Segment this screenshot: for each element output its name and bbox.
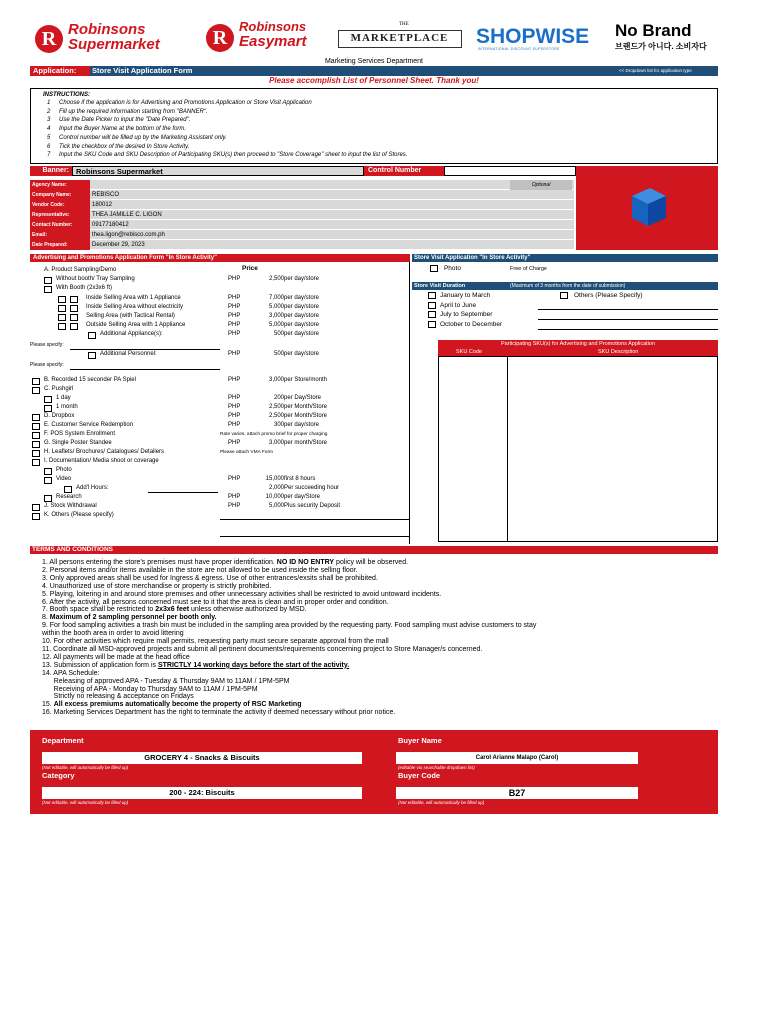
ap-item-unit: per Month/Store <box>284 404 328 410</box>
instruction-text: Tick the checkbox of the desired In Store Activity. <box>59 143 190 150</box>
field-input[interactable]: 180012 <box>90 200 574 210</box>
free-of-charge: Free of Charge <box>510 266 547 272</box>
instruction-item <box>47 117 190 123</box>
sku-title: Participating SKU(s) for Advertising and Promotions Application <box>438 340 718 348</box>
terms-line <box>42 599 712 607</box>
photo-checkbox[interactable] <box>430 265 438 272</box>
buyer-name-select[interactable]: Carol Arianne Malapo (Carol) <box>396 752 638 764</box>
ap-item-label: Additional Personnel: <box>100 351 157 357</box>
category-value: 200 - 224: Biscuits <box>42 787 362 799</box>
logo-text-robinsons: Robinsons <box>239 19 307 34</box>
ap-item-label: Outside Selling Area with 1 Appliance <box>86 322 186 328</box>
cube-icon <box>622 182 674 232</box>
logo-text-robinsons: Robinsons <box>68 21 146 38</box>
robinsons-easymart-logo <box>205 20 330 54</box>
ap-item-label: 1 month <box>56 404 78 410</box>
svg-text:R: R <box>41 28 57 50</box>
terms-text: 4. Unauthorized use of store merchandise or property is strictly prohibited. <box>42 582 272 590</box>
ap-item-amount: 500 <box>273 331 284 337</box>
instruction-number: 5 <box>47 134 51 141</box>
ap-item-currency: PHP <box>228 395 241 401</box>
ap-item-unit: per day/store <box>284 295 320 301</box>
instruction-number: 2 <box>47 108 51 115</box>
ap-item-checkbox[interactable] <box>32 414 40 421</box>
field-input[interactable]: 09177180412 <box>90 220 574 230</box>
application-select[interactable]: Store Visit Application Form <box>90 66 616 76</box>
ap-item-unit: Plus security Deposit <box>284 503 341 509</box>
ap-item-label: H. Leaflets/ Brochures/ Catalogues/ Detailers <box>44 449 165 455</box>
terms-text: 13. Submission of application form is <box>42 661 158 669</box>
terms-line <box>42 686 712 694</box>
ap-item-checkbox[interactable] <box>88 332 96 339</box>
control-number-label: Control Number <box>364 166 444 176</box>
logo-text-supermarket: Supermarket <box>68 36 160 53</box>
department-title: Marketing Services Department <box>324 58 424 65</box>
ap-item-checkbox[interactable] <box>44 405 52 412</box>
instruction-item <box>47 144 189 150</box>
terms-line <box>42 591 712 599</box>
ap-item-checkbox[interactable] <box>70 314 78 321</box>
instruction-item <box>47 126 186 132</box>
others-specify-line[interactable] <box>220 519 410 520</box>
r-mark-icon <box>205 23 235 53</box>
marketplace-logo <box>338 22 462 48</box>
terms-text: 6. After the activity, all persons concerned must see to it that the area is clean and in proper order and condition. <box>42 598 389 606</box>
ap-item-unit: first 8 hours <box>284 476 316 482</box>
ap-item-checkbox[interactable] <box>70 323 78 330</box>
ap-item-label: I. Documentation/ Media shoot or coverage <box>44 458 159 464</box>
others-specify-line-2[interactable] <box>220 536 410 537</box>
terms-text: 1. All persons entering the store's premises must have proper identification. <box>42 559 277 566</box>
ap-item-checkbox[interactable] <box>44 468 52 475</box>
terms-text: within the booth area in order to avoid littering <box>42 630 184 638</box>
terms-bold: 2x3x6 feet <box>155 606 190 614</box>
ap-item-checkbox[interactable] <box>44 396 52 403</box>
period-label: April to June <box>440 301 477 309</box>
ap-item-label: Photo <box>56 467 72 473</box>
ap-item-amount: 500 <box>273 351 284 357</box>
terms-text: Strictly no releasing & acceptance on Fridays <box>42 693 194 701</box>
sv-photo-option[interactable] <box>430 265 461 272</box>
period-label: October to December <box>440 320 503 328</box>
instructions-box <box>30 88 718 164</box>
duration-note: (Maximum of 3 months from the date of submission) <box>510 283 626 289</box>
terms-text: Releasing of approved APA - Tuesday & Thursday 9AM to 11AM / 1PM-5PM <box>42 677 290 685</box>
others-line-3 <box>538 329 718 330</box>
logo-text-easymart: Easymart <box>239 33 307 50</box>
shopwise-logo <box>476 26 602 52</box>
ap-item-unit: per day/store <box>284 422 320 428</box>
buyer-name-note: (editable via searchable dropdown list) <box>398 765 475 770</box>
ap-item-currency: PHP <box>228 313 241 319</box>
field-label: Agency Name: <box>30 180 90 190</box>
terms-text: 11. Coordinate all MSD-approved projects and submit all pertinent documents/requirements concerning project to Store Manager/s concerned. <box>42 645 483 653</box>
ap-item-currency: PHP <box>228 322 241 328</box>
field-label: Representative: <box>30 210 90 220</box>
ap-item-checkbox[interactable] <box>88 352 96 359</box>
application-bar <box>30 66 718 76</box>
terms-line <box>42 575 712 583</box>
ap-item-currency: PHP <box>228 476 241 482</box>
ap-item-checkbox[interactable] <box>44 477 52 484</box>
instruction-number: 1 <box>47 100 51 106</box>
instruction-text: Use the Date Picker to input the "Date Prepared". <box>59 117 191 124</box>
ap-item-currency: PHP <box>228 440 241 446</box>
duration-period-option[interactable] <box>428 321 502 328</box>
terms-line <box>42 622 712 630</box>
buyer-code-value: B27 <box>396 787 638 799</box>
terms-text: 8. <box>42 614 50 622</box>
terms-line <box>42 583 712 591</box>
ap-item-currency: PHP <box>228 503 241 509</box>
terms-bold: All excess premiums automatically become the property of RSC Marketing <box>53 701 302 709</box>
others-label: Others (Please Specify) <box>573 292 643 300</box>
ap-item-amount: 15,000 <box>265 476 284 482</box>
instruction-text: Fill up the required information starting from "BANNER". <box>59 108 208 115</box>
ap-item-checkbox[interactable] <box>32 513 40 520</box>
terms-title: TERMS AND CONDITIONS <box>30 546 718 554</box>
ap-item-label: E. Customer Service Redemption <box>44 422 134 428</box>
sku-table[interactable] <box>438 356 718 542</box>
buyer-department-panel <box>30 730 718 814</box>
period-label: January to March <box>440 292 491 300</box>
field-input[interactable]: thea.ligon@rebisco.com.ph <box>90 230 574 240</box>
ap-item-checkbox[interactable] <box>32 450 40 457</box>
field-label: Date Prepared: <box>30 240 90 250</box>
terms-line <box>42 614 712 622</box>
ap-item-unit: per Month/Store <box>284 413 328 419</box>
ap-item-amount: 7,000 <box>268 295 284 301</box>
ap-item-amount: 200 <box>273 395 284 401</box>
others-option[interactable] <box>560 292 643 299</box>
category-label: Category <box>42 771 75 780</box>
department-label: Department <box>42 736 84 745</box>
terms-text: 3. Only approved areas shall be used for Ingress & egress. Use of other entrances/exsits shall be prohibited. <box>42 574 378 582</box>
ap-item-label: Video <box>56 476 72 482</box>
ap-item-amount: 2,500 <box>268 413 284 419</box>
period-checkbox[interactable] <box>428 321 436 328</box>
form-page <box>30 18 718 814</box>
ap-sub-checkbox[interactable] <box>58 305 66 312</box>
ap-item-amount: 3,000 <box>268 377 284 383</box>
instruction-number: 3 <box>47 117 51 124</box>
ap-item-currency: PHP <box>228 295 241 301</box>
ap-item-label: A. Product Sampling/Demo <box>44 267 117 273</box>
ap-sub-checkbox[interactable] <box>58 296 66 303</box>
ap-item-checkbox[interactable] <box>32 441 40 448</box>
ap-item-unit: per day/store <box>284 276 320 282</box>
ap-item-currency: PHP <box>228 276 241 282</box>
terms-text: 7. Booth space shall be restricted to <box>42 606 156 614</box>
svg-text:R: R <box>212 27 228 49</box>
category-note: (Not editable, will automatically be filled up) <box>42 800 129 805</box>
instruction-text: Choose if the application is for Advertising and Promotions Application or Store Visit Application <box>59 100 312 106</box>
terms-text: 9. For food sampling activities a trash bin must be included in the sampling area provided by the requesting party. Food sampling must advise customers to stay <box>42 622 537 630</box>
terms-line <box>42 559 712 567</box>
terms-bold: NO ID NO ENTRY <box>276 559 335 566</box>
ap-item-checkbox[interactable] <box>32 504 40 511</box>
instruction-item <box>47 100 312 106</box>
ap-item-label: Research <box>56 494 82 500</box>
terms-line <box>42 678 712 686</box>
ap-item-currency: PHP <box>228 413 241 419</box>
logo-text-nobrand: No Brand <box>615 21 692 40</box>
logo-text-shopwise-tag: INTERNATIONAL DISCOUNT SUPERSTORE <box>478 47 560 51</box>
ap-item-label: Inside Selling Area without electricity <box>86 304 184 310</box>
terms-line <box>42 693 712 701</box>
price-header: Price <box>242 265 258 272</box>
photo-label: Photo <box>443 265 461 273</box>
optional-label: Optional <box>510 180 572 190</box>
department-value: GROCERY 4 - Snacks & Biscuits <box>42 752 362 764</box>
instruction-item <box>47 135 227 141</box>
ap-item-checkbox[interactable] <box>32 378 40 385</box>
logo-placeholder-area <box>576 166 718 250</box>
duration-title: Store Visit Duration <box>414 283 466 289</box>
ap-item-amount: 3,000 <box>268 440 284 446</box>
ap-section <box>30 254 410 544</box>
ap-item-checkbox[interactable] <box>32 387 40 394</box>
terms-text: Receiving of APA - Monday to Thursday 9AM to 11AM / 1PM-5PM <box>42 685 258 693</box>
instruction-number: 7 <box>47 152 51 159</box>
buyer-name-label: Buyer Name <box>398 736 442 745</box>
period-label: July to September <box>440 311 493 319</box>
please-specify-label: Please specify: <box>30 342 64 348</box>
field-label: Vendor Code: <box>30 200 90 210</box>
ap-item-label: J. Stock Withdrawal <box>44 503 97 509</box>
ap-item-label: Additional Appliance(s): <box>100 331 163 337</box>
terms-line <box>42 567 712 575</box>
ap-item-currency: PHP <box>228 351 241 357</box>
ap-item-label: G. Single Poster Standee <box>44 440 112 446</box>
ap-item-amount: 2,500 <box>268 276 284 282</box>
ap-item-label: Inside Selling Area with 1 Appliance <box>86 295 181 301</box>
ap-item-amount: 10,000 <box>265 494 284 500</box>
buyer-code-note: (Not editable, will automatically be filled up) <box>398 800 485 805</box>
ap-sub-checkbox[interactable] <box>58 314 66 321</box>
terms-text: 5. Playing, loitering in and around store premises and other unnecessary activities shall be restricted to avoid untoward incidents. <box>42 590 442 598</box>
ap-item-unit: per day/store <box>284 351 320 357</box>
logo-text-nobrand-sub: 브랜드가 아니다. 소비자다 <box>615 42 707 51</box>
terms-line <box>42 630 712 638</box>
logo-text-marketplace: MARKETPLACE <box>350 32 449 44</box>
ap-item-currency: PHP <box>228 404 241 410</box>
buyer-code-label: Buyer Code <box>398 771 441 780</box>
ap-item-checkbox[interactable] <box>64 486 72 493</box>
sku-code-header: SKU Code <box>456 349 482 355</box>
ap-item-label: K. Others (Please specify) <box>44 512 114 518</box>
ap-item-currency: PHP <box>228 304 241 310</box>
terms-bold: Maximum of 2 sampling personnel per booth only. <box>49 614 217 622</box>
instruction-number: 4 <box>47 126 51 133</box>
terms-text: 2. Personal items and/or items available in the store are not allowed to be used inside the selling floor. <box>42 566 358 574</box>
terms-line <box>42 606 712 614</box>
addl-hours-line[interactable] <box>148 492 218 493</box>
terms-text: unless otherwise authorized by MSD. <box>189 606 307 614</box>
personnel-reminder: Please accomplish List of Personnel Sheet. Thank you! <box>269 76 479 85</box>
ap-item-label: Selling Area (with Tactical Rental) <box>86 313 175 319</box>
ap-item-amount: 300 <box>273 422 284 428</box>
others-checkbox[interactable] <box>560 292 568 299</box>
ap-item-label: C. Pushgirl <box>44 386 74 392</box>
please-specify-label: Please specify: <box>30 362 64 368</box>
field-input[interactable]: REBISCO <box>90 190 574 200</box>
instructions-title: INSTRUCTIONS: <box>43 92 90 98</box>
field-label: Email: <box>30 230 90 240</box>
terms-text: 10. For other activities which require mall permits, requesting party must secure separate approval from the mall <box>42 638 389 646</box>
logo-strip <box>30 18 718 58</box>
company-info-fields <box>30 180 576 250</box>
field-input[interactable]: THEA JAMILLE C. LIGON <box>90 210 574 220</box>
field-label: Contact Number: <box>30 220 90 230</box>
banner-select[interactable]: Robinsons Supermarket <box>72 166 364 176</box>
others-line-1 <box>538 309 718 310</box>
period-checkbox[interactable] <box>428 302 436 309</box>
ap-item-unit: per Store/month <box>284 377 328 383</box>
terms-line <box>42 638 712 646</box>
field-label: Company Name: <box>30 190 90 200</box>
ap-item-checkbox[interactable] <box>44 495 52 502</box>
robinsons-supermarket-logo <box>34 22 194 54</box>
terms-text: 15. <box>42 701 54 709</box>
ap-item-amount: 5,000 <box>268 304 284 310</box>
nobrand-logo <box>615 22 715 54</box>
please-specify-line[interactable] <box>70 369 220 370</box>
department-note: (Not editable, will automatically be filled up) <box>42 765 129 770</box>
sku-header-row <box>438 348 718 356</box>
ap-item-amount: 3,000 <box>268 313 284 319</box>
ap-item-currency: PHP <box>228 377 241 383</box>
ap-item-unit: per day/store <box>284 313 320 319</box>
ap-item-label: B. Recorded 15 seconder PA Spiel <box>44 377 136 383</box>
terms-text: 12. All payments will be made at the head office <box>42 653 190 661</box>
terms-line <box>42 662 712 670</box>
r-mark-icon <box>34 24 64 54</box>
ap-item-checkbox[interactable] <box>32 423 40 430</box>
instruction-text: Control number will be filled up by the Marketing Assistant only. <box>59 134 227 141</box>
instruction-item <box>47 152 407 158</box>
ap-item-unit: per month/Store <box>284 440 328 446</box>
ap-item-amount: 2,000 <box>268 485 284 491</box>
sv-section <box>412 254 718 544</box>
ap-item-amount: 5,000 <box>268 503 284 509</box>
terms-line <box>42 670 712 678</box>
ap-item-unit: per Day/Store <box>284 395 322 401</box>
ap-item-unit: per day/store <box>284 331 320 337</box>
ap-item-currency: PHP <box>228 331 241 337</box>
ap-item-unit: per day/store <box>284 304 320 310</box>
sku-desc-header: SKU Description <box>598 349 639 355</box>
ap-item-checkbox[interactable] <box>70 305 78 312</box>
ap-item-amount: 2,500 <box>268 404 284 410</box>
duration-bar <box>412 282 718 290</box>
please-specify-line[interactable] <box>70 349 220 350</box>
ap-item-unit: per day/Store <box>284 494 321 500</box>
instruction-text: Input the SKU Code and SKU Description of Participating SKU(s) then proceed to "Store Coverage" sheet to input the list of Stores. <box>59 152 408 159</box>
ap-item-label: 1 day <box>56 395 71 401</box>
control-number-field[interactable] <box>444 166 576 176</box>
ap-item-currency: PHP <box>228 494 241 500</box>
others-line-2 <box>538 319 718 320</box>
ap-item-checkbox[interactable] <box>70 296 78 303</box>
instruction-item <box>47 109 208 115</box>
sku-column-divider <box>507 357 508 541</box>
terms-bold: STRICTLY 14 working days before the start of the activity. <box>157 661 350 669</box>
ap-item-unit: Per succeeding hour <box>284 485 340 491</box>
terms-line <box>42 709 712 717</box>
field-input[interactable] <box>90 180 574 190</box>
ap-item-currency: PHP <box>228 422 241 428</box>
terms-text: 14. APA Schedule: <box>42 669 100 677</box>
ap-sub-checkbox[interactable] <box>58 323 66 330</box>
terms-text: 16. Marketing Services Department has the right to terminate the activity if deemed necessary without prior notice. <box>42 709 396 717</box>
duration-period-option[interactable] <box>428 302 476 309</box>
ap-item-unit: per day/store <box>284 322 320 328</box>
application-label: Application: <box>30 66 112 76</box>
banner-label: Banner: <box>30 166 72 176</box>
terms-list <box>42 559 712 717</box>
ap-item-label: Add'l Hours: <box>76 485 109 491</box>
field-input[interactable]: December 29, 2023 <box>90 240 574 250</box>
terms-text: policy will be observed. <box>334 559 409 566</box>
terms-line <box>42 646 712 654</box>
ap-item-label: Without booth/ Tray Sampling <box>56 276 135 282</box>
ap-item-checkbox[interactable] <box>44 277 52 284</box>
ap-item-unit: Rate varies, attach promo brief for proper charging <box>220 432 328 437</box>
logo-text-shopwise: SHOPWISE <box>476 25 590 48</box>
terms-line <box>42 654 712 662</box>
ap-item-unit: Please attach VMA Form <box>220 450 274 455</box>
ap-item-checkbox[interactable] <box>32 432 40 439</box>
period-checkbox[interactable] <box>428 292 436 299</box>
instruction-number: 6 <box>47 143 51 150</box>
sv-section-title: Store Visit Application "In Store Activity" <box>412 254 718 262</box>
ap-item-amount: 5,000 <box>268 322 284 328</box>
ap-item-label: D. Dropbox <box>44 413 75 419</box>
logo-text-the: THE <box>399 22 409 27</box>
ap-item-checkbox[interactable] <box>44 286 52 293</box>
duration-period-option[interactable] <box>428 311 492 318</box>
period-checkbox[interactable] <box>428 311 436 318</box>
ap-item-checkbox[interactable] <box>32 459 40 466</box>
ap-item-label: With Booth (2x3x6 ft) <box>56 285 113 291</box>
terms-line <box>42 701 712 709</box>
ap-item-label: F. POS System Enrollment <box>44 431 116 437</box>
duration-period-option[interactable] <box>428 292 490 299</box>
ap-section-title: Advertising and Promotions Application Form "In Store Activity" <box>30 254 410 262</box>
instruction-text: Input the Buyer Name at the bottom of the form. <box>59 126 187 133</box>
dropdown-note: << Dropdown list for application type <box>616 66 718 76</box>
